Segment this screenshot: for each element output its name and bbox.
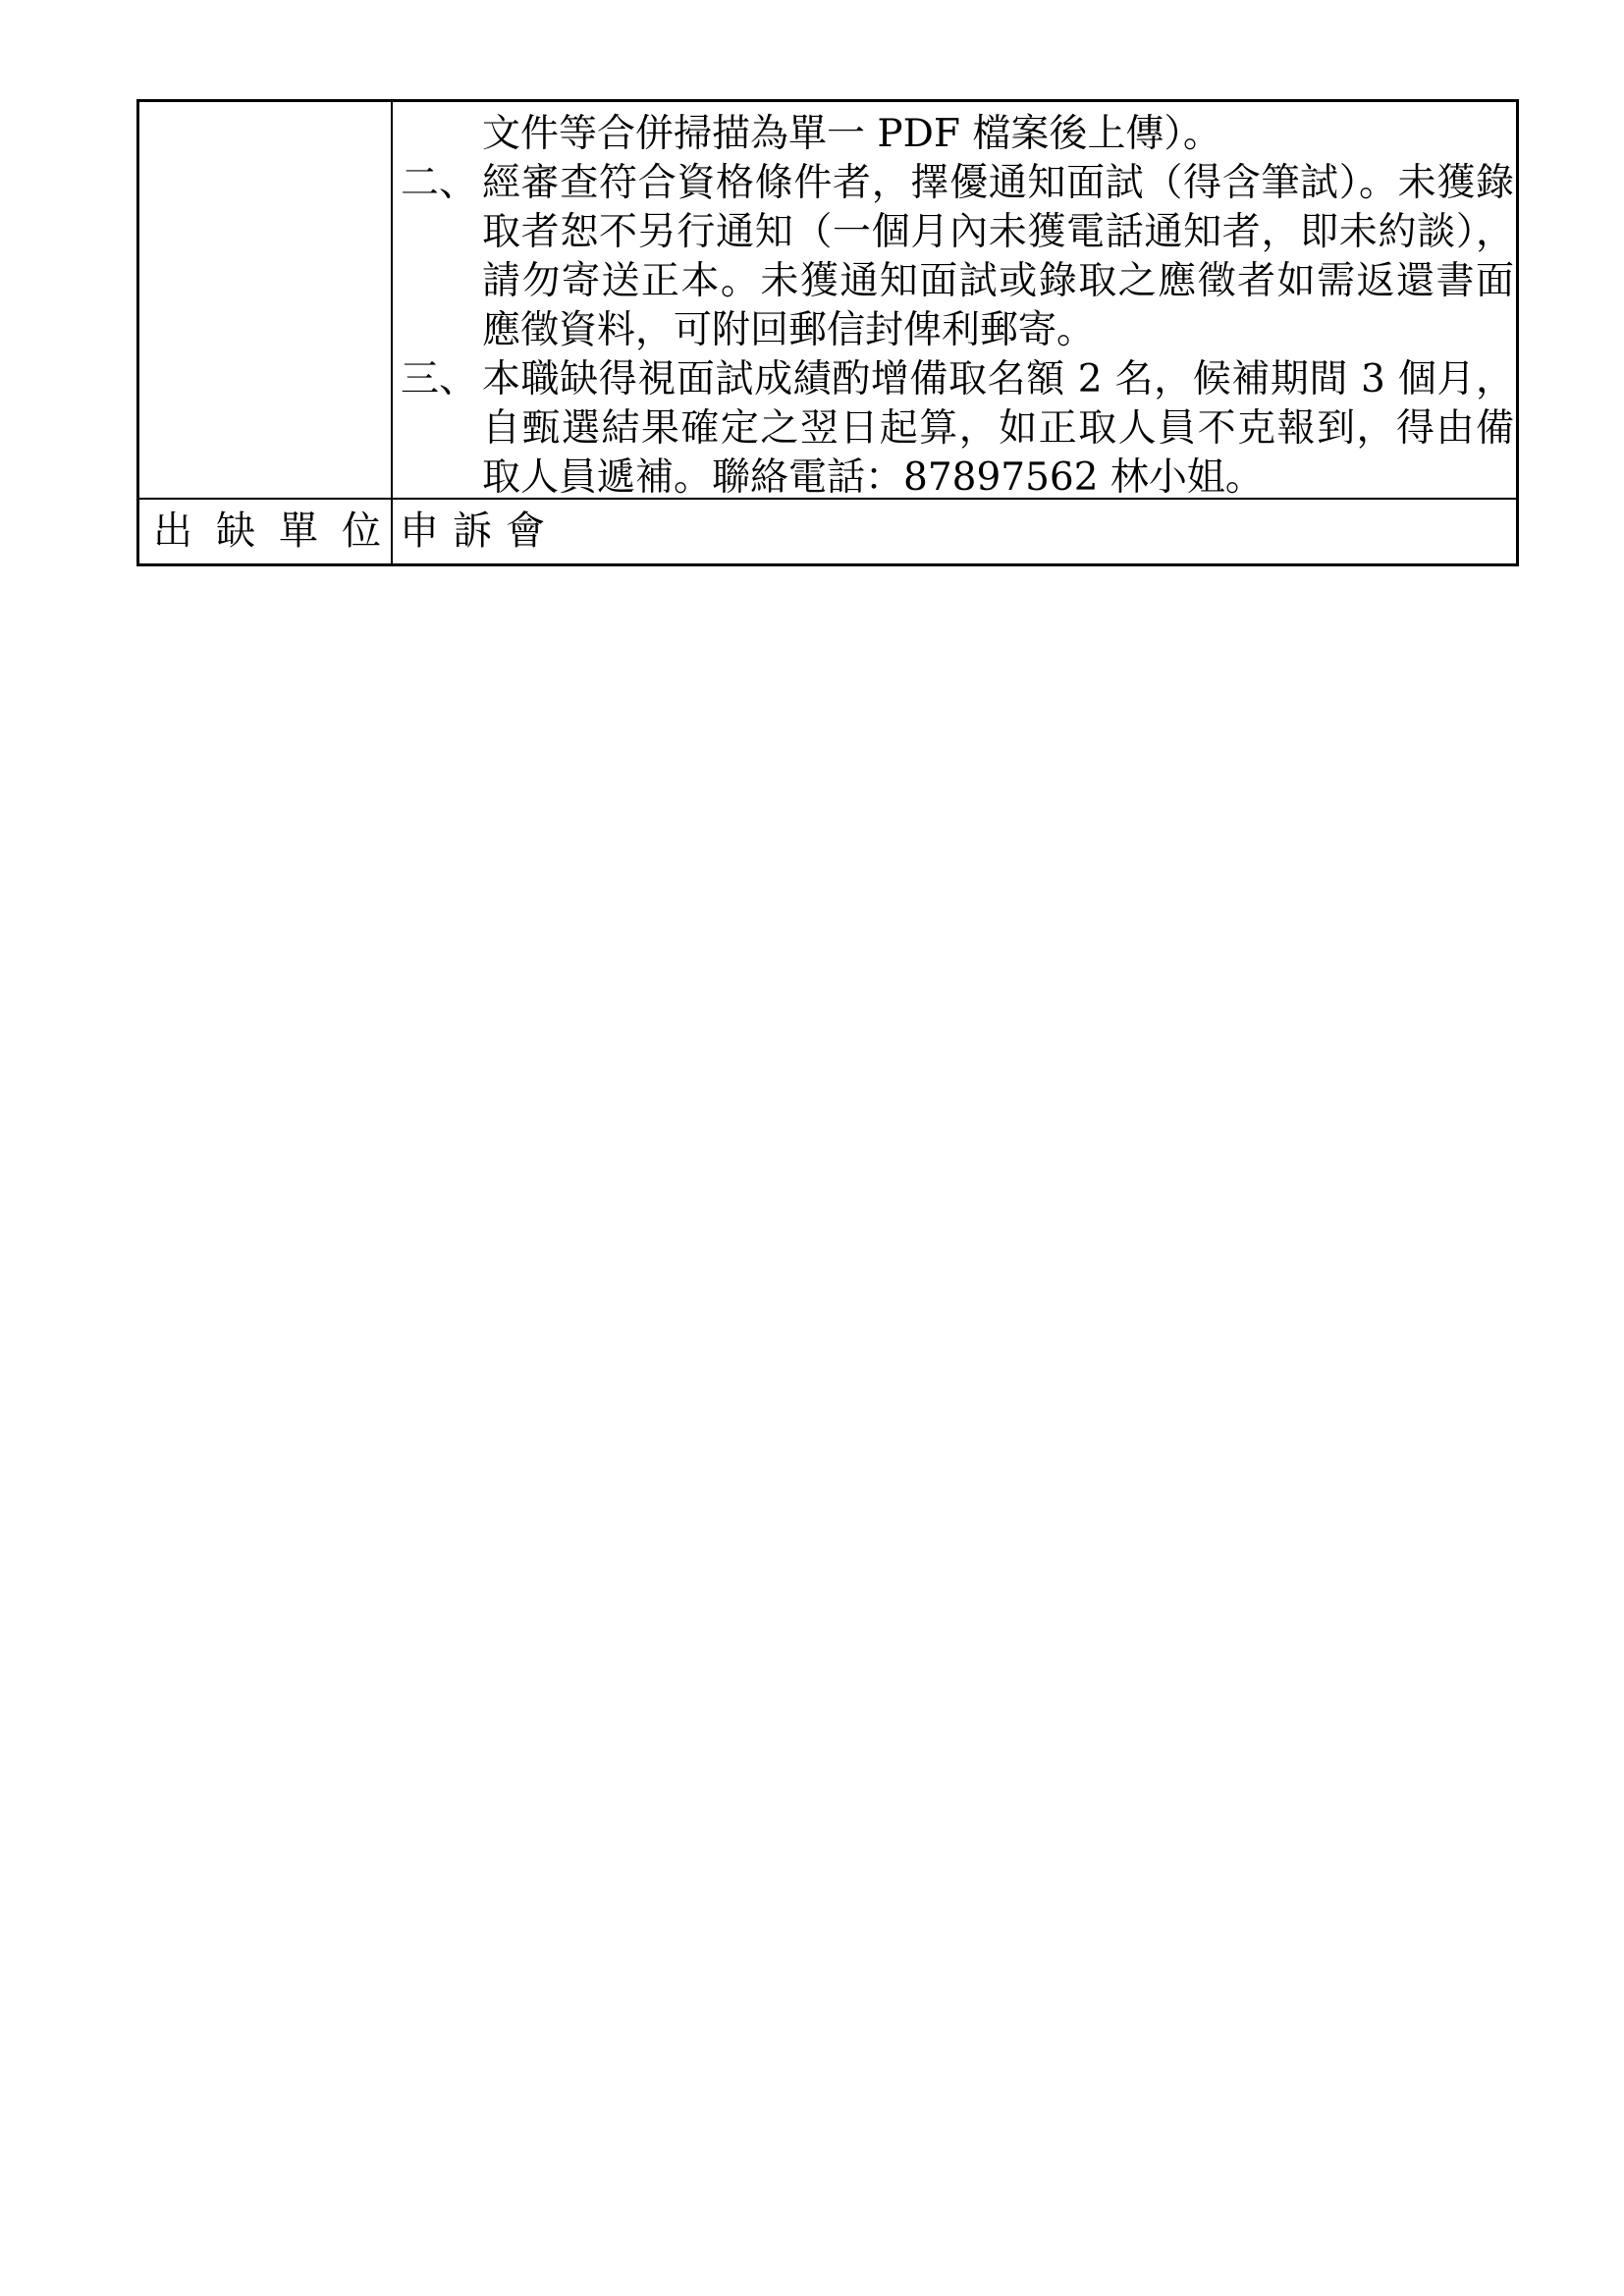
note-item-3 — [401, 355, 1514, 498]
job-posting-table — [136, 99, 1519, 566]
note-item-text: 文件等合併掃描為單一 PDF 檔案後上傳）。 — [482, 112, 1221, 156]
note-item-continuation — [401, 110, 1514, 159]
unit-label: 出缺單位 — [153, 508, 381, 554]
unit-value: 申訴會 — [400, 508, 559, 554]
notes-label-cell-empty — [139, 102, 393, 498]
notes-cell — [393, 102, 1516, 498]
note-item-marker: 三、 — [401, 357, 478, 401]
unit-value-cell — [393, 498, 1516, 563]
note-item-marker: 二、 — [401, 161, 478, 205]
note-item-2 — [401, 159, 1514, 355]
note-item-text: 經審查符合資格條件者，擇優通知面試（得含筆試）。未獲錄取者恕不另行通知（一個月內未獲電話通知者，即未約談），請勿寄送正本。未獲通知面試或錄取之應徵者如需返還書面應徵資料，可附回郵信封俾利郵寄。 — [482, 161, 1514, 352]
note-item-text: 本職缺得視面試成績酌增備取名額 2 名，候補期間 3 個月，自甄選結果確定之翌日起算，如正取人員不克報到，得由備取人員遞補。聯絡電話：87897562 林小姐。 — [482, 357, 1514, 498]
unit-label-cell — [139, 498, 393, 563]
